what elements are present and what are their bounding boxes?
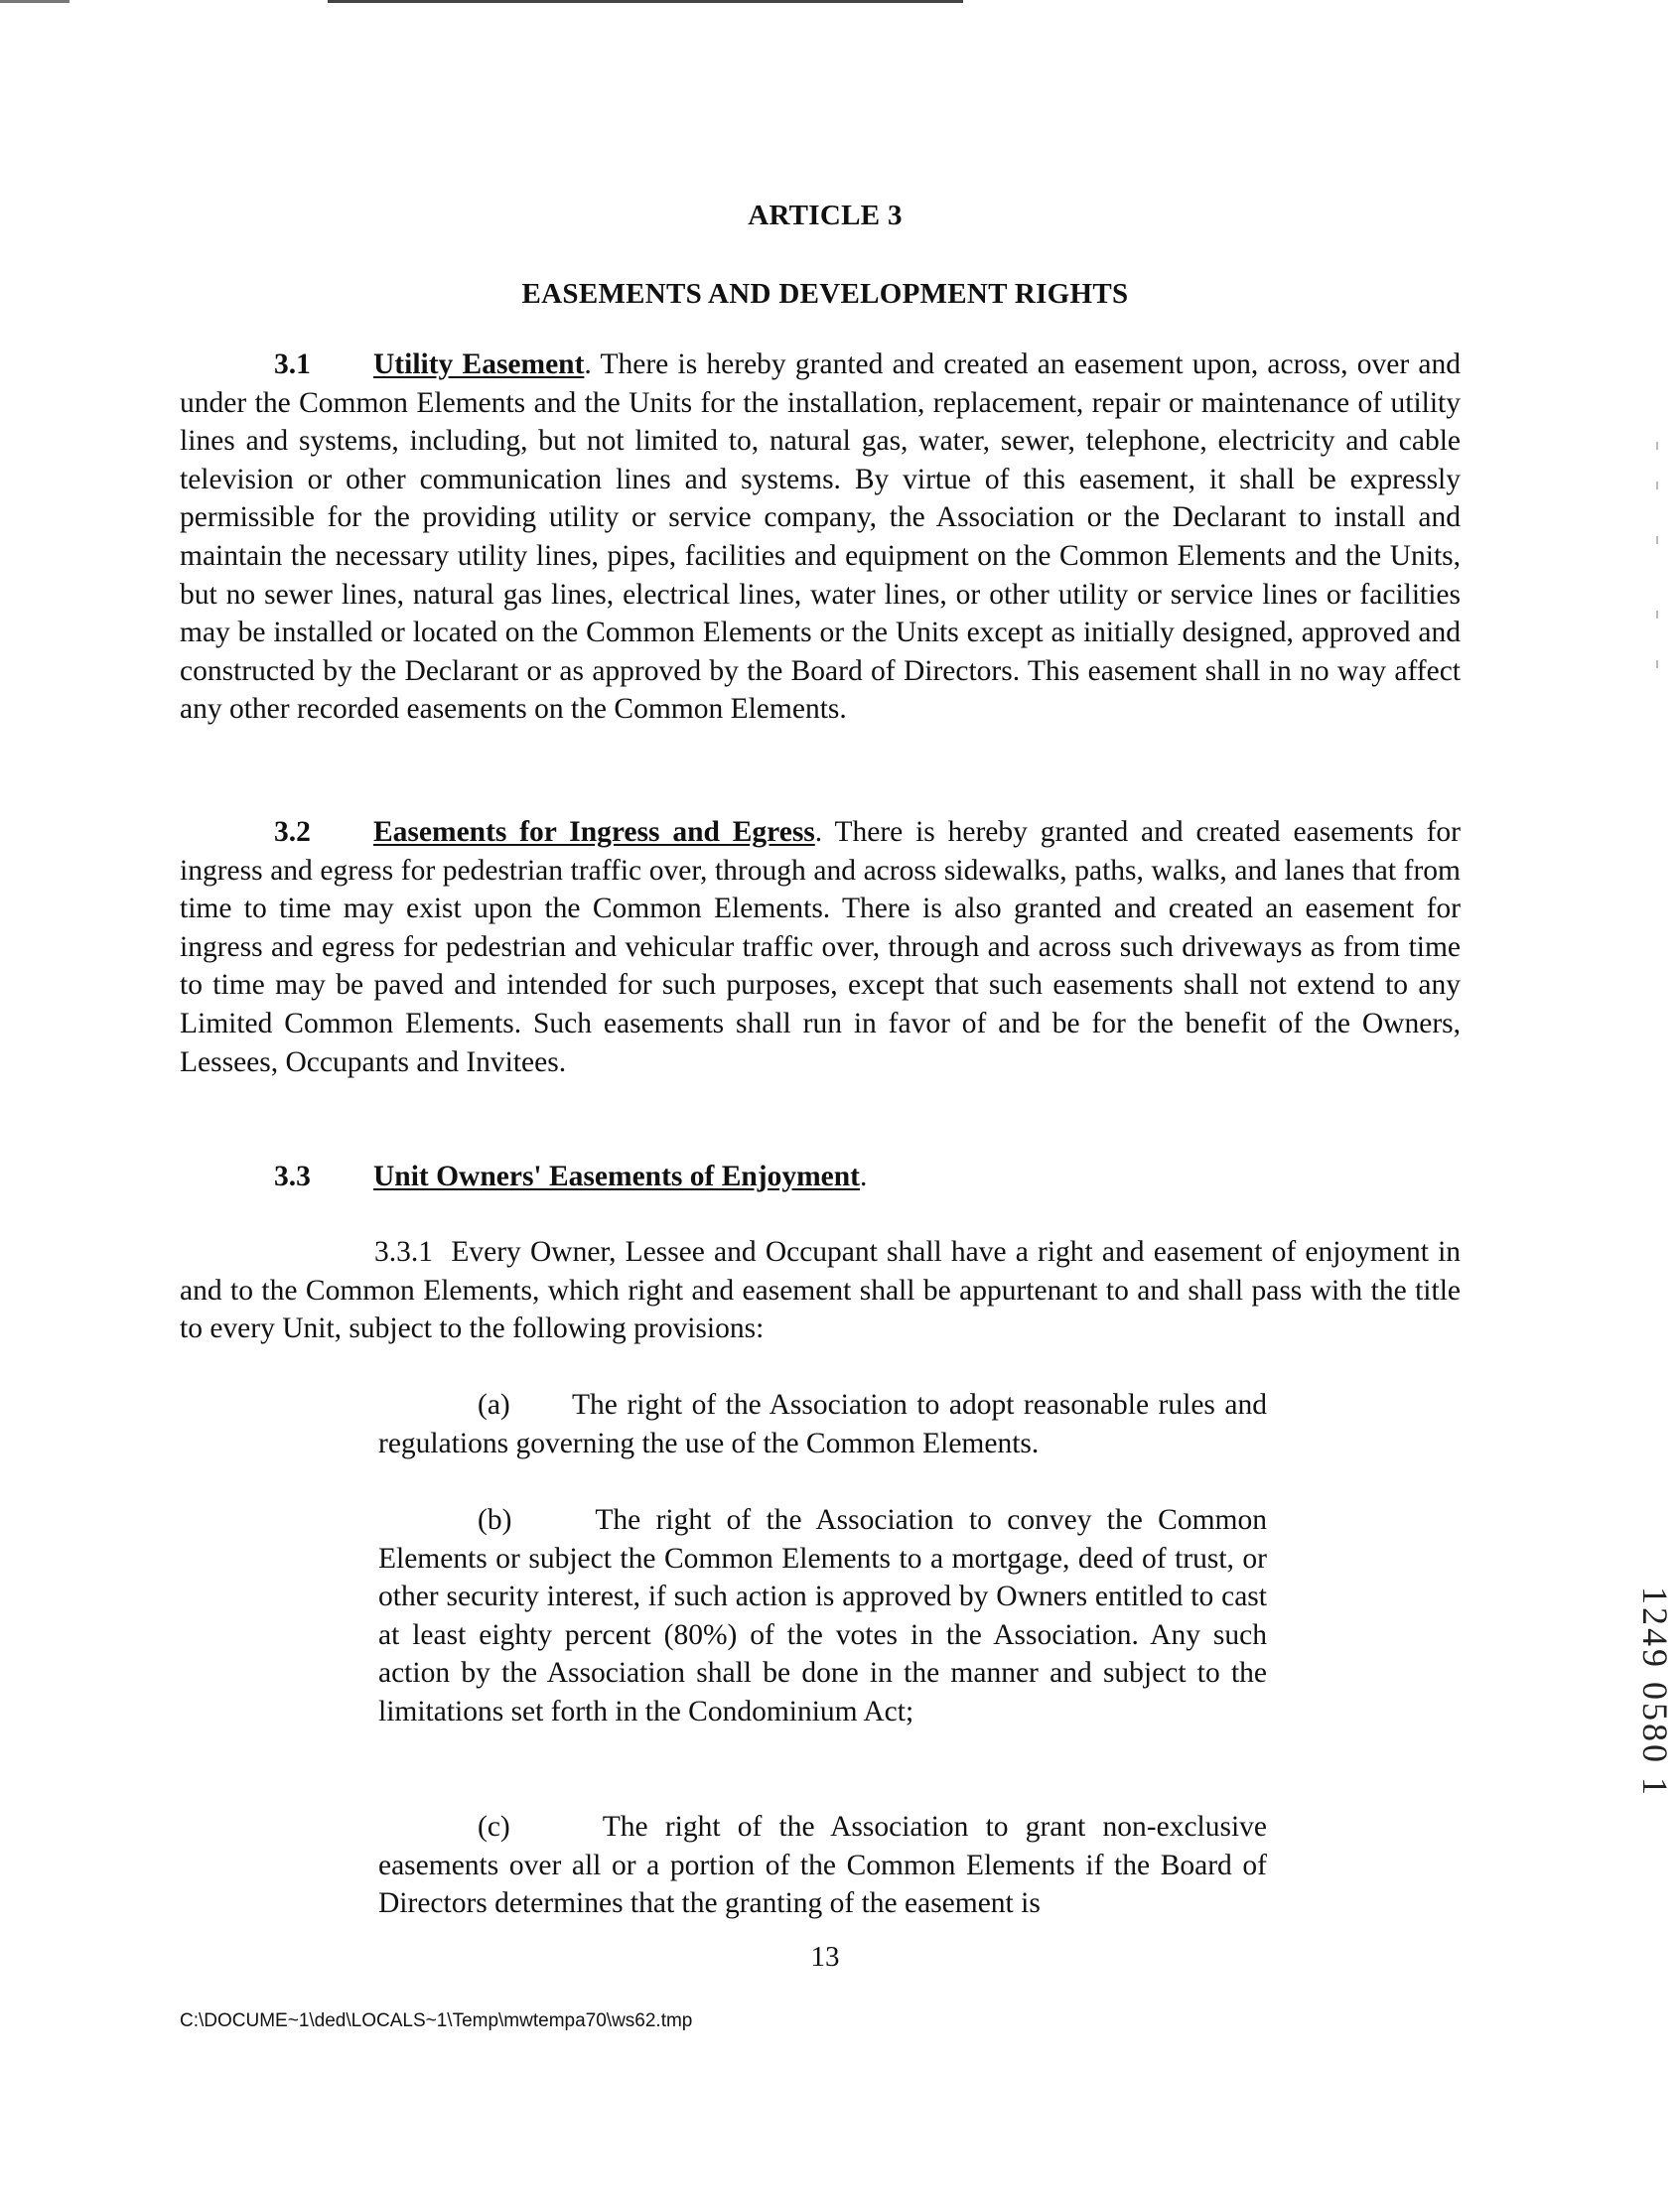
scan-edge-mark [0, 0, 70, 3]
subsection-3-3-1 [180, 1233, 1461, 1348]
section-3-3 [180, 1158, 1461, 1196]
page-number: 13 [810, 1941, 840, 1973]
margin-tick [1656, 442, 1658, 450]
subsection-body: Every Owner, Lessee and Occupant shall have a right and easement of enjoyment in and to the Common Elements, which right and easement shall be appurtenant to and shall pass with the title to every Unit, subject to the following provisions: [180, 1236, 1462, 1345]
margin-tick [1656, 536, 1658, 544]
item-label: (a) [478, 1389, 510, 1421]
section-title: Utility Easement [373, 348, 585, 380]
margin-tick [1656, 482, 1658, 489]
subsection-number: 3.3.1 [374, 1236, 433, 1268]
margin-tick [1656, 660, 1658, 668]
section-number: 3.3 [274, 1161, 311, 1192]
item-label: (c) [478, 1811, 510, 1843]
section-3-1 [180, 345, 1461, 729]
list-item-c [378, 1808, 1267, 1923]
list-item-b [378, 1501, 1267, 1731]
item-text: The right of the Association to grant non-exclusive easements over all or a portion of the Common Elements if the Board of Directors determines that the granting of the easement is [378, 1811, 1268, 1920]
section-title: Easements for Ingress and Egress [373, 816, 815, 848]
article-title: ARTICLE 3 [748, 200, 903, 231]
scan-top-line [328, 0, 963, 3]
section-number: 3.1 [274, 348, 311, 380]
section-body: . [860, 1161, 868, 1192]
section-body: . There is hereby granted and created easements for ingress and egress for pedestrian traffic over, through and across sidewalks, paths, walks, and lanes that from time to time may exist upon the Common Elements. There is also granted and created an easement for ingress and egress for pedestrian and vehicular traffic over, through and across such driveways as from time to time may be paved and intended for such purposes, except that such easements shall not extend to any Limited Common Elements. Such easements shall run in favor of and be for the benefit of the Owners, Lessees, Occupants and Invitees. [180, 816, 1461, 1078]
section-body: . There is hereby granted and created an easement upon, across, over and under the Common Elements and the Units for the installation, replacement, repair or maintenance of utility lines and systems, including, but not limited to, natural gas, water, sewer, telephone, electricity and cable television or other communication lines and systems. By virtue of this easement, it shall be expressly permissible for the providing utility or service company, the Association or the Declarant to install and maintain the necessary utility lines, pipes, facilities and equipment on the Common Elements and the Units, but no sewer lines, natural gas lines, electrical lines, water lines, or other utility or service lines or facilities may be installed or located on the Common Elements or the Units except as initially designed, approved and constructed by the Declarant or as approved by the Board of Directors. This easement shall in no way affect any other recorded easements on the Common Elements. [180, 348, 1462, 726]
list-item-a [378, 1386, 1267, 1462]
section-3-2 [180, 813, 1461, 1081]
item-text: The right of the Association to convey the Common Elements or subject the Common Elements to a mortgage, deed of trust, or other security interest, if such action is approved by Owners entitled to cast at least eighty percent (80%) of the votes in the Association. Any such action by the Association shall be done in the manner and subject to the limitations set forth in the Condominium Act; [378, 1504, 1267, 1727]
margin-tick [1656, 611, 1658, 619]
section-title: Unit Owners' Easements of Enjoyment [373, 1161, 861, 1192]
item-text: The right of the Association to adopt reasonable rules and regulations governing the use of the Common Elements. [378, 1389, 1267, 1459]
section-number: 3.2 [274, 816, 311, 848]
item-label: (b) [478, 1504, 512, 1536]
recording-stamp: 1249 0580 1 [1635, 1587, 1675, 1798]
article-subtitle: EASEMENTS AND DEVELOPMENT RIGHTS [521, 278, 1129, 310]
file-path-footer: C:\DOCUME~1\ded\LOCALS~1\Temp\mwtempa70\ws62.tmp [180, 2010, 693, 2031]
